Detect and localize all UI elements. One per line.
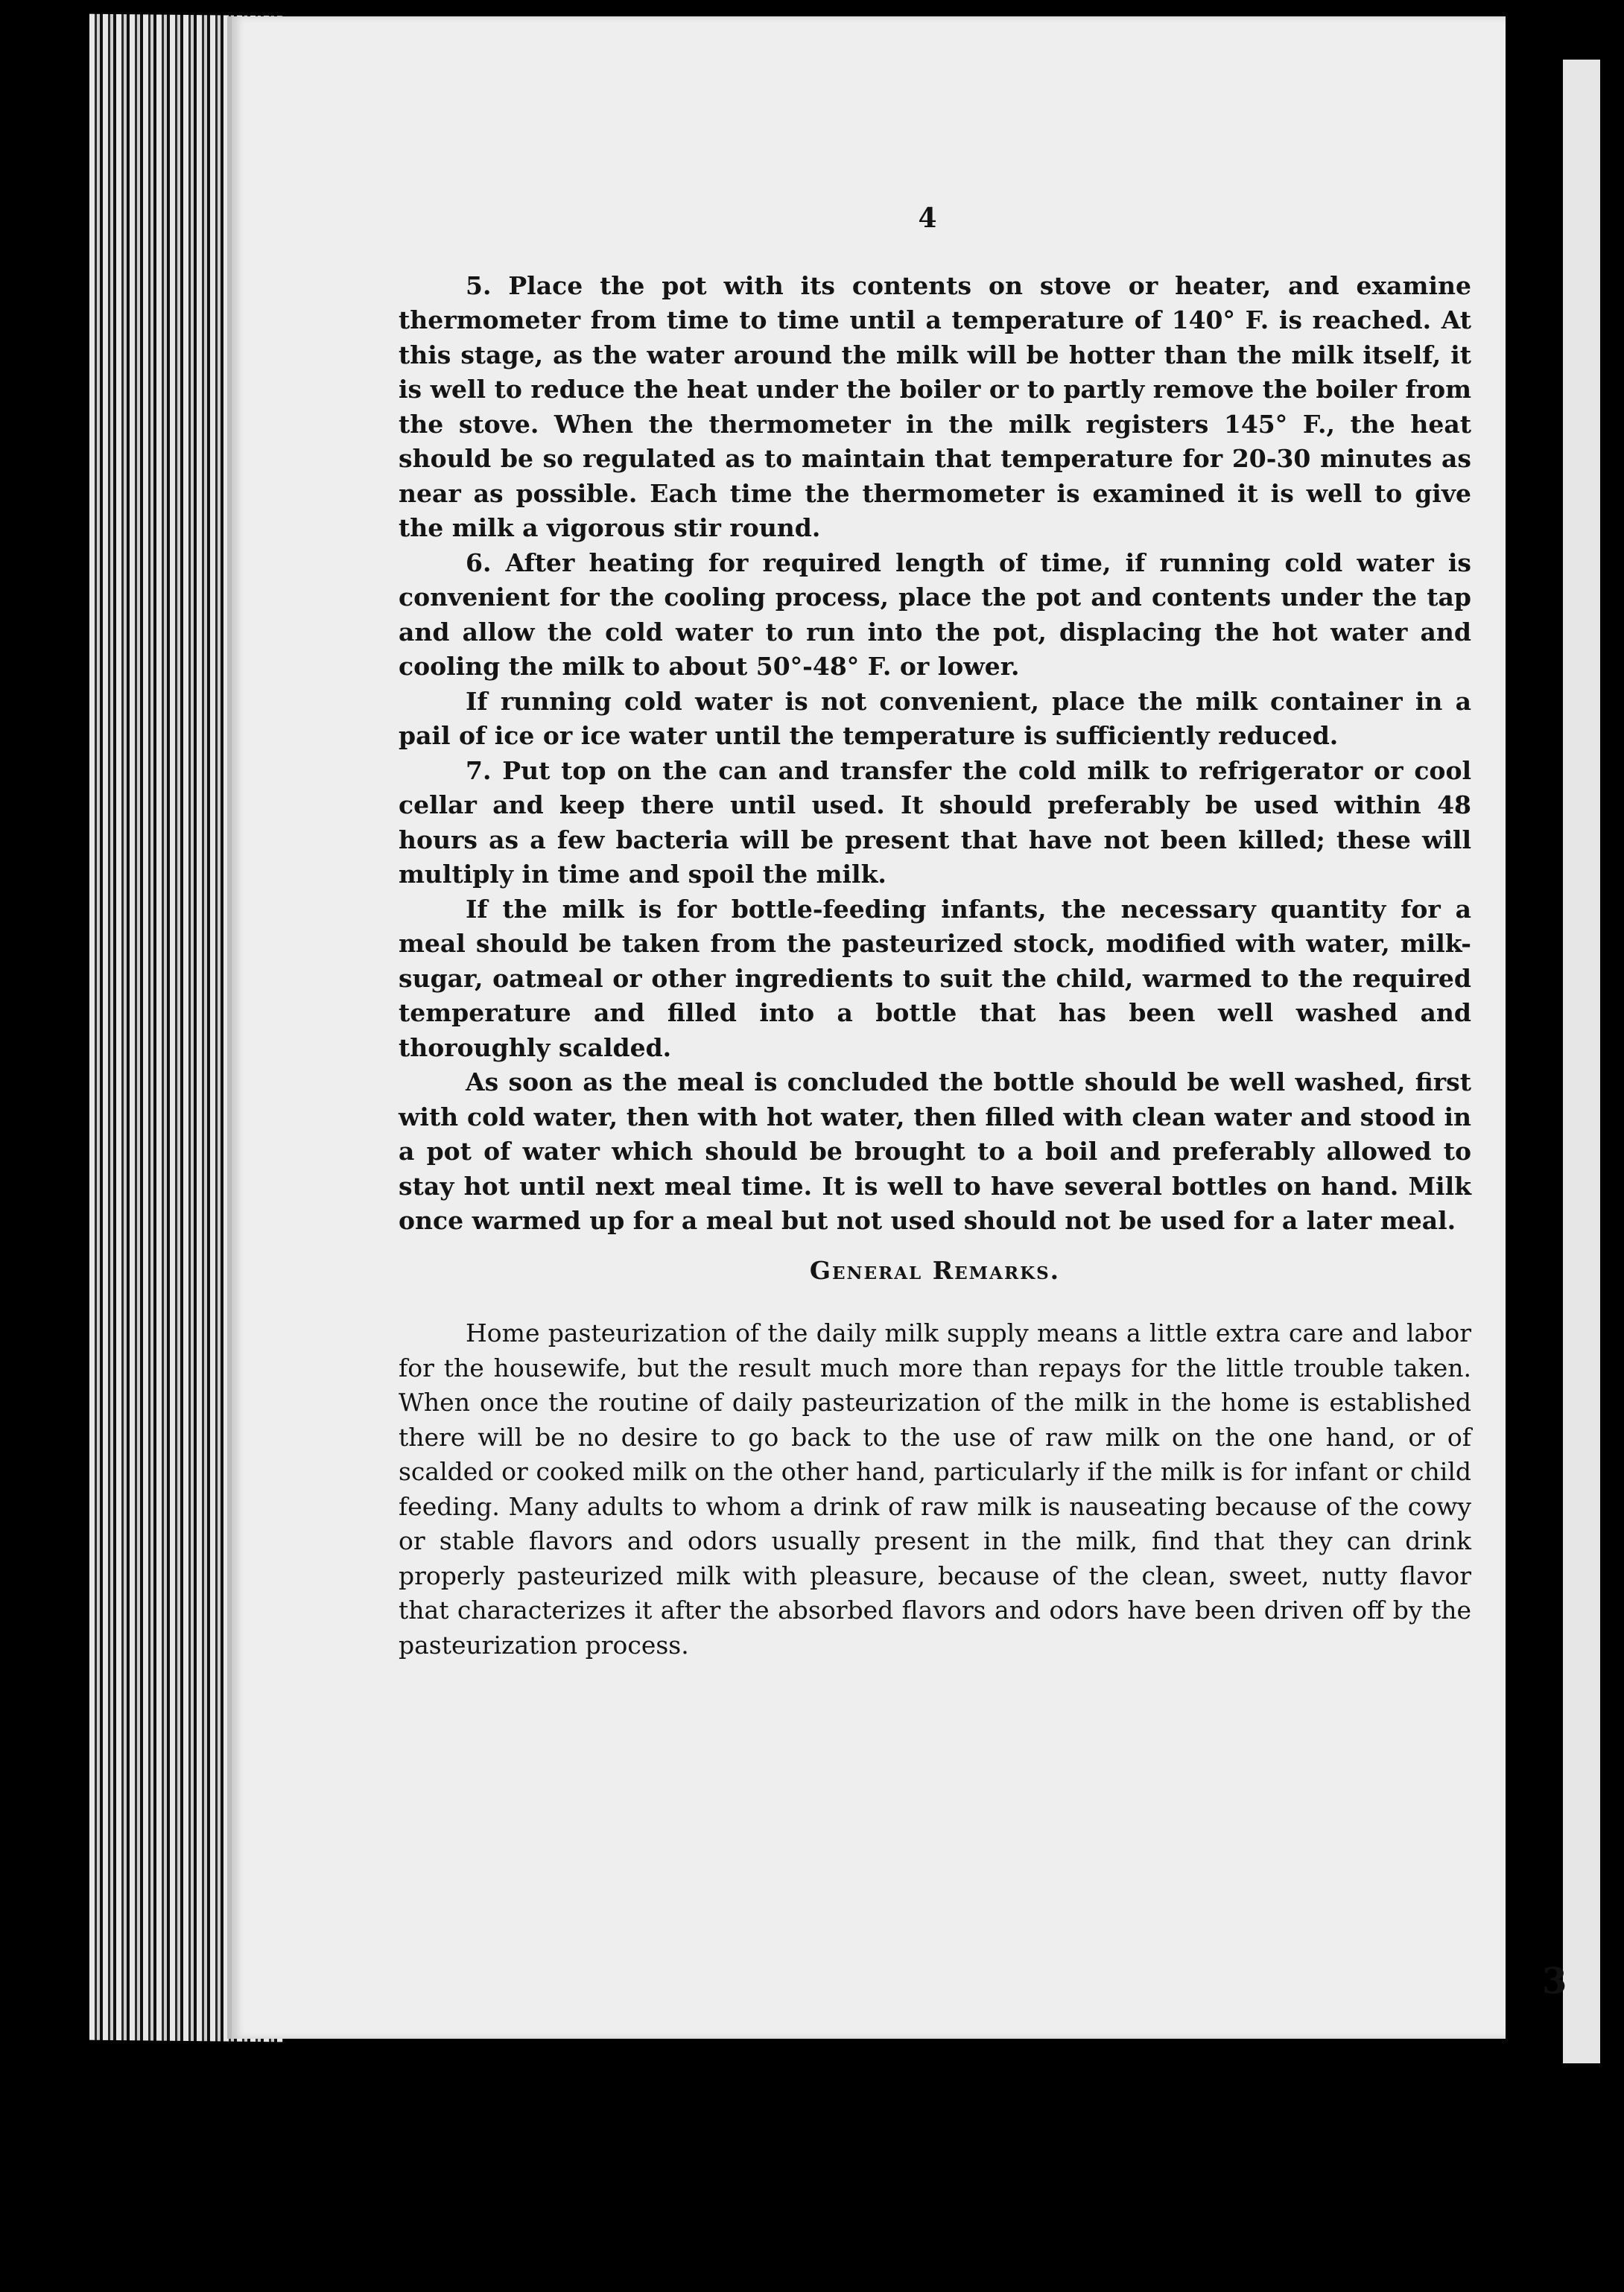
page-content	[399, 201, 1471, 1663]
section-heading: General Remarks.	[809, 1255, 1061, 1285]
step-6-paragraph: 6. After heating for required length of time, if running cold water is convenient for the cooling process, place the pot and contents under the tap and allow the cold water to run into the pot, displacing the hot water and cooling the milk to about 50°-48° F. or lower.	[399, 547, 1471, 681]
page-number: 4	[918, 203, 937, 234]
next-page-edge	[1563, 60, 1600, 2063]
bottle-cleaning-paragraph: As soon as the meal is concluded the bottle should be well washed, first with cold water, then with hot water, then filled with clean water and stood in a pot of water which should be brought to a boil and preferably allowed to stay hot until next meal time. It is well to have several bottles on hand. Milk once warmed up for a meal but not used should not be used for a later meal.	[399, 1067, 1471, 1235]
cooling-alternative-paragraph: If running cold water is not convenient, place the milk container in a pail of ice or ice water until the temperature is sufficiently reduced.	[399, 686, 1471, 750]
margin-mark: 3	[1542, 1961, 1567, 2002]
step-7-paragraph: 7. Put top on the can and transfer the cold milk to refrigerator or cool cellar and keep there until used. It should preferably be used within 48 hours as a few bacteria will be present that have not been killed; these will multiply in time and spoil the milk.	[399, 755, 1471, 889]
general-remarks-paragraph: Home pasteurization of the daily milk supply means a little extra care and labor for the housewife, but the result much more than repays for the little trouble taken. When once the routine of daily pasteurization of the milk in the home is established there will be no desire to go back to the use of raw milk on the one hand, or of scalded or cooked milk on the other hand, particularly if the milk is for infant or child feeding. Many adults to whom a drink of raw milk is nauseating because of the cowy or stable flavors and odors usually present in the milk, find that they can drink properly pasteurized milk with pleasure, because of the clean, sweet, nutty flavor that characterizes it after the absorbed flavors and odors have been driven off by the pasteurization process.	[399, 1318, 1471, 1660]
step-5-paragraph: 5. Place the pot with its contents on stove or heater, and examine thermometer from time to time until a temperature of 140° F. is reached. At this stage, as the water around the milk will be hotter than the milk itself, it is well to reduce the heat under the boiler or to partly remove the boiler from the stove. When the thermometer in the milk registers 145° F., the heat should be so regulated as to maintain that temperature for 20-30 minutes as near as possible. Each time the thermometer is examined it is well to give the milk a vigorous stir round.	[399, 270, 1471, 542]
infant-feeding-paragraph: If the milk is for bottle-feeding infants, the necessary quantity for a meal should be taken from the pasteurized stock, modified with water, milk-sugar, oatmeal or other ingredients to suit the child, warmed to the required temperature and filled into a bottle that has been well washed and thoroughly scalded.	[399, 894, 1471, 1062]
